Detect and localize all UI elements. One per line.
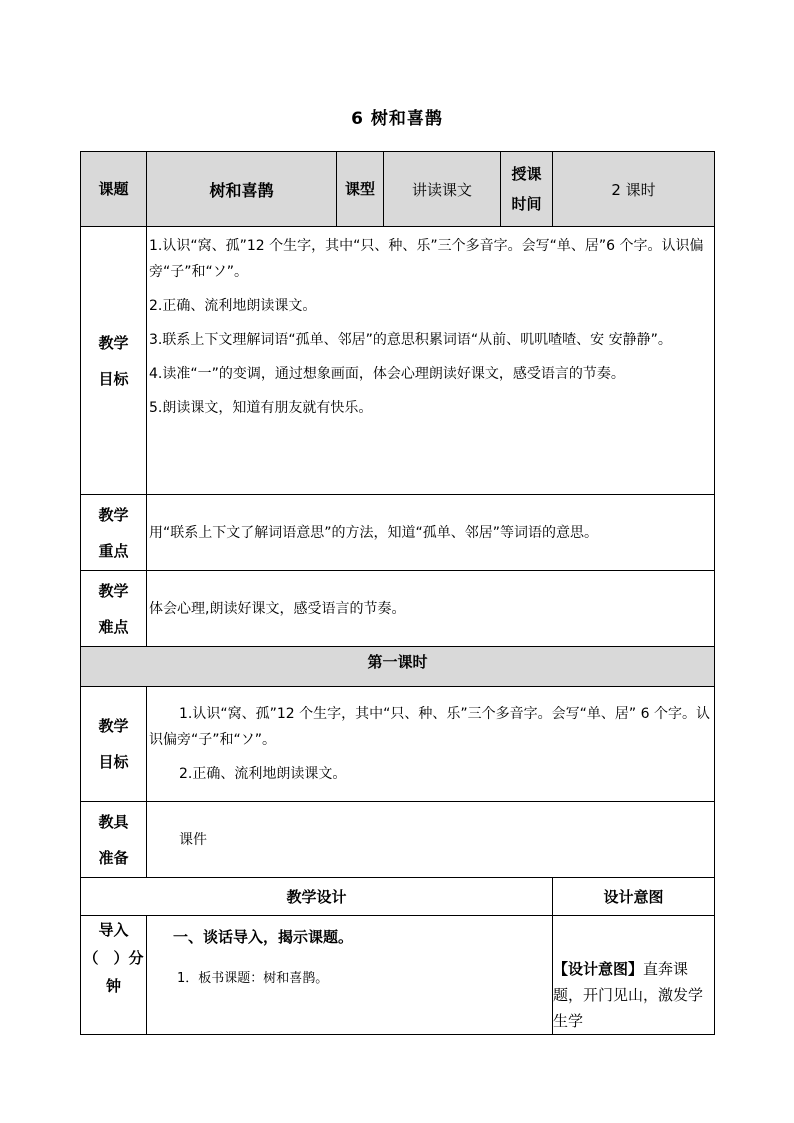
key-points-text: 用“联系上下文了解词语意思”的方法，知道“孤单、邻居”等词语的意思。: [149, 524, 599, 541]
difficulties-label: [81, 571, 147, 647]
intro-content: [147, 916, 553, 1035]
difficulties-content: [147, 571, 715, 647]
goals-content: [147, 227, 715, 495]
intro-label: [81, 916, 147, 1035]
tools-content: [147, 802, 715, 878]
topic-value: 树和喜鹊: [147, 152, 337, 227]
lesson-plan-table: [80, 151, 715, 1035]
intro-label-line-1: 导入: [98, 921, 129, 939]
intro-label-line-2: （ ）分: [83, 949, 144, 967]
key-points-label-line-1: 教学: [98, 505, 129, 524]
time-value: 2 课时: [553, 152, 715, 227]
key-points-content: [147, 495, 715, 571]
time-label-line-2: 时间: [511, 195, 542, 213]
difficulties-label-line-2: 难点: [98, 617, 129, 636]
lesson-goals-label: [81, 687, 147, 802]
goal-item-4: 4.读准“一”的变调，通过想象画面，体会心理朗读好课文，感受语言的节奏。: [149, 366, 625, 382]
tools-label-line-2: 准备: [98, 848, 129, 867]
lesson-goals-label-line-1: 教学: [98, 717, 129, 735]
goals-label: [81, 227, 147, 495]
page-title: 6 树和喜鹊: [351, 109, 443, 129]
goals-label-line-1: 教学: [98, 333, 129, 352]
intro-step-1: 1．板书课题：树和喜鹊。: [177, 971, 329, 986]
design-column-header: 教学设计: [81, 878, 553, 916]
tools-label-line-1: 教具: [98, 812, 129, 831]
difficulties-label-line-1: 教学: [98, 581, 129, 600]
intent-content: [553, 916, 715, 1035]
topic-label: 课题: [81, 152, 147, 227]
first-lesson-heading: 第一课时: [81, 647, 715, 687]
type-label: 课型: [337, 152, 384, 227]
intro-label-line-3: 钟: [105, 977, 121, 995]
goal-item-2: 2.正确、流利地朗读课文。: [149, 298, 317, 314]
intro-step-heading: 一、谈话导入，揭示课题。: [173, 928, 354, 946]
key-points-label-line-2: 重点: [98, 541, 129, 560]
time-label: [501, 152, 553, 227]
lesson-goal-1: 1.认识“窝、孤”12 个生字，其中“只、种、乐”三个多音字。会写“单、居” 6 个字。认识偏旁“子”和“ソ”。: [149, 706, 710, 748]
goal-item-1: 1.认识“窝、孤”12 个生字，其中“只、种、乐”三个多音字。会写“单、居”6 个字。认识偏旁“子”和“ソ”。: [149, 238, 704, 280]
tools-value: 课件: [179, 831, 207, 848]
intent-column-header: 设计意图: [553, 878, 715, 916]
key-points-label: [81, 495, 147, 571]
goal-item-5: 5.朗读课文，知道有朋友就有快乐。: [149, 400, 373, 416]
lesson-goals-content: [147, 687, 715, 802]
intent-text: 直奔课题，开门见山，激发学生学: [553, 960, 704, 1030]
tools-label: [81, 802, 147, 878]
intent-tag: 【设计意图】: [553, 960, 644, 978]
goal-item-3: 3.联系上下文理解词语“孤单、邻居”的意思积累词语“从前、叽叽喳喳、安 安静静”。: [149, 332, 672, 348]
type-value: 讲读课文: [384, 152, 501, 227]
lesson-goal-2: 2.正确、流利地朗读课文。: [179, 766, 347, 782]
lesson-goals-label-line-2: 目标: [98, 753, 129, 771]
goals-label-line-2: 目标: [98, 369, 129, 388]
time-label-line-1: 授课: [511, 165, 542, 183]
difficulties-text: 体会心理,朗读好课文，感受语言的节奏。: [149, 600, 406, 617]
